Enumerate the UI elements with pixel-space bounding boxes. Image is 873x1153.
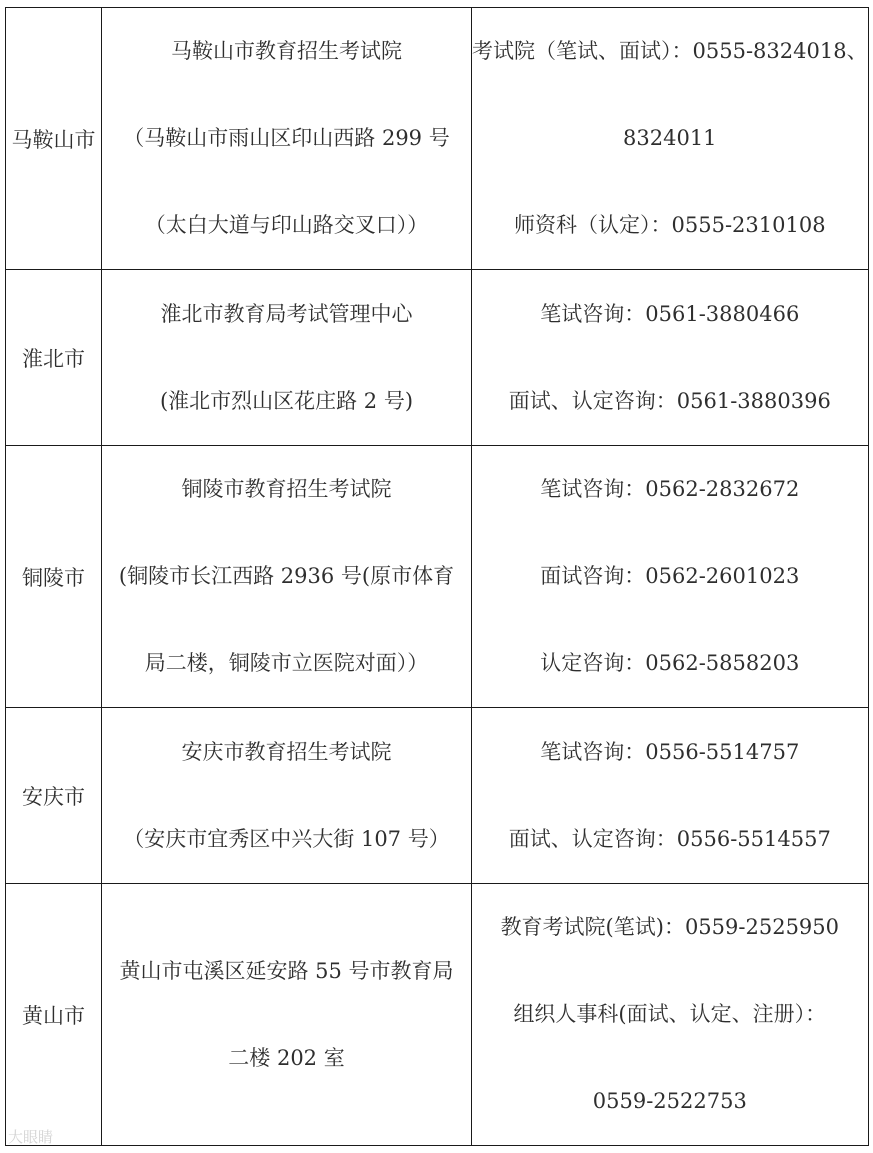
- contact-line: 8324011: [623, 126, 717, 150]
- address-line: （马鞍山市雨山区印山西路 299 号: [123, 126, 450, 150]
- contact-line: 笔试咨询：0556-5514757: [540, 739, 800, 764]
- contact-cell: [472, 446, 869, 708]
- address-line: (淮北市烈山区花庄路 2 号): [159, 388, 414, 413]
- address-line: 淮北市教育局考试管理中心: [160, 301, 413, 326]
- contact-line: 笔试咨询：0561-3880466: [540, 301, 800, 326]
- contact-line: 面试、认定咨询：0556-5514557: [508, 826, 831, 851]
- address-line: (铜陵市长江西路 2936 号(原市体育: [118, 564, 455, 588]
- table-row: [6, 8, 869, 270]
- address-cell: [102, 8, 472, 270]
- address-line: 二楼 202 室: [228, 1045, 345, 1070]
- contact-line: 组织人事科(面试、认定、注册）：: [513, 1002, 827, 1026]
- contact-cell: [472, 884, 869, 1146]
- city-name: 铜陵市: [22, 565, 85, 590]
- city-cell: [6, 884, 102, 1146]
- address-line: （太白大道与印山路交叉口））: [144, 213, 429, 237]
- city-cell: [6, 8, 102, 270]
- address-line: 马鞍山市教育招生考试院: [171, 39, 402, 63]
- watermark: [8, 1126, 53, 1147]
- contact-line: 面试咨询：0562-2601023: [540, 564, 800, 588]
- contact-cell: [472, 8, 869, 270]
- city-name: 黄山市: [22, 1003, 85, 1028]
- city-cell: [6, 446, 102, 708]
- contact-table: [5, 7, 869, 1146]
- address-line: （安庆市宜秀区中兴大街 107 号）: [123, 826, 450, 851]
- address-line: 铜陵市教育招生考试院: [181, 477, 392, 501]
- table-row: [6, 270, 869, 446]
- contact-line: 0559-2522753: [592, 1089, 747, 1113]
- address-line: 局二楼，铜陵市立医院对面））: [144, 651, 429, 675]
- address-cell: [102, 708, 472, 884]
- city-cell: [6, 708, 102, 884]
- contact-line: 教育考试院(笔试)：0559-2525950: [500, 915, 840, 939]
- contact-line: 考试院（笔试、面试）：0555-8324018、: [472, 39, 868, 63]
- contact-line: 面试、认定咨询：0561-3880396: [508, 388, 831, 413]
- address-cell: [102, 884, 472, 1146]
- city-name: 淮北市: [22, 346, 85, 371]
- contact-cell: [472, 708, 869, 884]
- address-line: 安庆市教育招生考试院: [181, 739, 392, 764]
- table-row: [6, 884, 869, 1146]
- contact-line: 认定咨询：0562-5858203: [540, 651, 800, 675]
- table-row: [6, 708, 869, 884]
- address-cell: [102, 270, 472, 446]
- watermark-text: 大眼睛: [8, 1128, 54, 1146]
- city-name: 安庆市: [22, 784, 85, 809]
- contact-cell: [472, 270, 869, 446]
- table-row: [6, 446, 869, 708]
- address-line: 黄山市屯溪区延安路 55 号市教育局: [119, 958, 454, 983]
- contact-line: 笔试咨询：0562-2832672: [540, 477, 800, 501]
- contact-line: 师资科（认定）：0555-2310108: [514, 213, 826, 237]
- address-cell: [102, 446, 472, 708]
- city-name: 马鞍山市: [11, 127, 96, 152]
- city-cell: [6, 270, 102, 446]
